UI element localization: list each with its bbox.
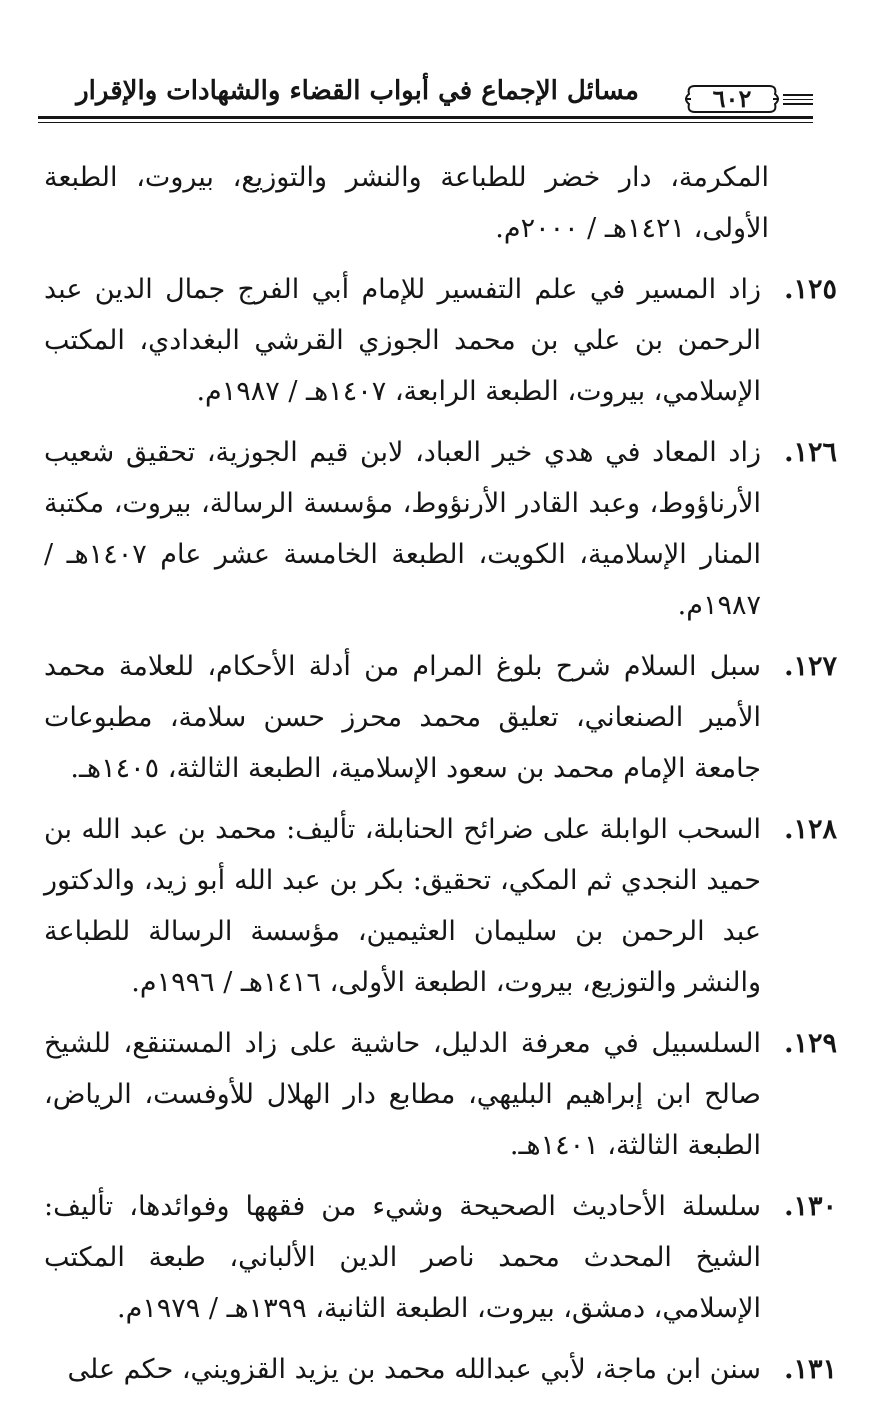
bibliography-entry xyxy=(44,1018,837,1171)
header-ornament-lines xyxy=(783,94,813,104)
bibliography-entry xyxy=(44,804,837,1008)
entry-text: السحب الوابلة على ضرائح الحنابلة، تأليف: محمد بن عبد الله بن حميد النجدي ثم المكي، تحقيق: بكر بن عبد الله أبو زيد، والدكتور عبد الرحمن بن سليمان العثيمين، مؤسسة الرسالة للطباعة والنشر والتوزيع، بيروت، الطبعة الأولى، ١٤١٦هـ / ١٩٩٦م. xyxy=(44,814,761,998)
header-rule-thin xyxy=(38,122,813,123)
header-rule-thick xyxy=(38,116,813,119)
bibliography-list xyxy=(44,152,837,1385)
entry-number: ١٢٨. xyxy=(784,814,837,845)
bibliography-entry xyxy=(44,1181,837,1334)
bibliography-entry xyxy=(44,427,837,631)
bibliography-entry-continuation xyxy=(44,152,837,254)
bibliography-entry xyxy=(44,264,837,417)
entry-number: ١٣٠. xyxy=(784,1191,837,1222)
entry-number: ١٣١. xyxy=(784,1354,837,1385)
page-header xyxy=(38,62,813,132)
entry-text: السلسبيل في معرفة الدليل، حاشية على زاد المستنقع، للشيخ صالح ابن إبراهيم البليهي، مطابع دار الهلال للأوفست، الرياض، الطبعة الثالثة، ١٤٠١هـ. xyxy=(44,1028,761,1161)
entry-number: ١٢٥. xyxy=(784,274,837,305)
entry-text: المكرمة، دار خضر للطباعة والنشر والتوزيع، بيروت، الطبعة الأولى، ١٤٢١هـ / ٢٠٠٠م. xyxy=(44,162,769,244)
entry-text: سبل السلام شرح بلوغ المرام من أدلة الأحكام، للعلامة محمد الأمير الصنعاني، تعليق محمد محرز حسن سلامة، مطبوعات جامعة الإمام محمد بن سعود الإسلامية، الطبعة الثالثة، ١٤٠٥هـ. xyxy=(44,651,761,784)
entry-text: سلسلة الأحاديث الصحيحة وشيء من فقهها وفوائدها، تأليف: الشيخ المحدث محمد ناصر الدين الألباني، طبعة المكتب الإسلامي، دمشق، بيروت، الطبعة الثانية، ١٣٩٩هـ / ١٩٧٩م. xyxy=(44,1191,761,1324)
entry-number: ١٢٦. xyxy=(784,437,837,468)
entry-number: ١٢٧. xyxy=(784,651,837,682)
entry-text: سنن ابن ماجة، لأبي عبدالله محمد بن يزيد القزويني، حكم على xyxy=(67,1354,761,1385)
running-title: مسائل الإجماع في أبواب القضاء والشهادات والإقرار xyxy=(76,76,639,106)
page-number: ٦٠٢ xyxy=(712,84,752,113)
bibliography-entry xyxy=(44,641,837,794)
entry-text: زاد المسير في علم التفسير للإمام أبي الفرج جمال الدين عبد الرحمن بن علي بن محمد الجوزي القرشي البغدادي، المكتب الإسلامي، بيروت، الطبعة الرابعة، ١٤٠٧هـ / ١٩٨٧م. xyxy=(44,274,761,407)
entry-text: زاد المعاد في هدي خير العباد، لابن قيم الجوزية، تحقيق شعيب الأرناؤوط، وعبد القادر الأرنؤوط، مؤسسة الرسالة، بيروت، مكتبة المنار الإسلامية، الكويت، الطبعة الخامسة عشر عام ١٤٠٧هـ / ١٩٨٧م. xyxy=(44,437,761,621)
bibliography-entry xyxy=(44,1344,837,1395)
entry-number: ١٢٩. xyxy=(784,1028,837,1059)
